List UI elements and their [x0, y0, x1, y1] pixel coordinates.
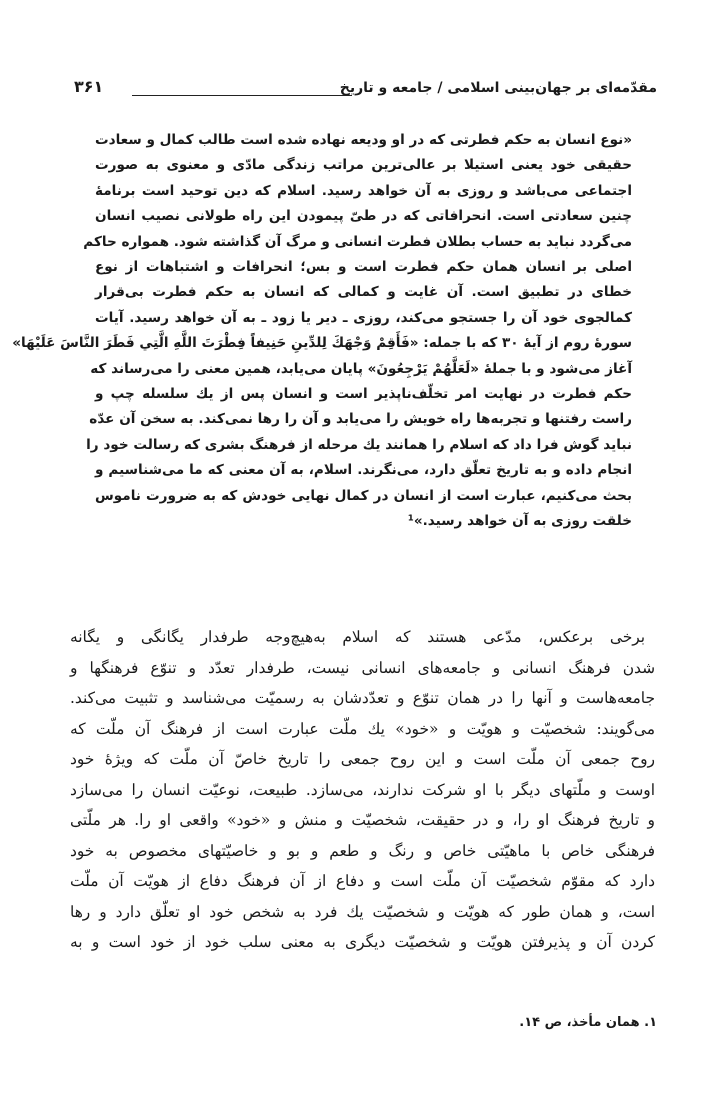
- running-head: مقدّمه‌ای بر جهان‌بینی اسلامی / جامعه و تاریخ: [339, 80, 657, 96]
- body-line: می‌گویند: شخصیّت و هویّت و «خود» یك ملّت عبارت است از فرهنگ آن ملّت که: [70, 719, 655, 738]
- body-line: روح جمعی آن ملّت است و این روح جمعی را تاریخ خاصّ آن ملّت که ویژهٔ خود: [70, 750, 655, 768]
- quote-line: بحث می‌کنیم، عبارت است از انسان در کمال نهایی خودش که به ضرورت ناموس: [95, 487, 632, 504]
- quote-line: سورهٔ روم از آیهٔ ۳۰ که با جمله: «فَأَقِمْ وَجْهَكَ لِلدِّينِ حَنِيفاً فِطْرَتَ اللَّهِ الَّتِي فَطَرَ النَّاسَ عَلَيْهَا»: [12, 335, 632, 352]
- quote-line: آغاز می‌شود و با جملهٔ «لَعَلَّهُمْ يَرْجِعُونَ» پایان می‌یابد، همین معنی را می‌رساند که: [90, 360, 632, 377]
- quote-line: اصلی بر انسان همان حکم فطرت است و بس؛ انحرافات و اشتباهات از نوع: [95, 259, 632, 276]
- quote-line: راست رفتنها و تجربه‌ها راه خویش را می‌یابد و آن را رها نمی‌کند. به سخن آن عدّه: [89, 411, 632, 428]
- page-number: ۳۶۱: [74, 77, 104, 96]
- body-line: کردن آن و پذیرفتن هویّت و شخصیّت دیگری به معنی سلب خود از خود است و به: [70, 933, 655, 951]
- body-line: فرهنگی خاص با ماهیّتی خاص و رنگ و طعم و بو و خاصیّتهای مخصوص به خود: [70, 841, 655, 860]
- body-line: دارد که مقوّم شخصیّت آن ملّت است و دفاع از آن فرهنگ دفاع از هویّت آن ملّت: [70, 872, 655, 890]
- quotation-block: [12, 128, 632, 535]
- body-line: شدن فرهنگ انسانی و جامعه‌های انسانی نیست، طرفدار تعدّد و تنوّع فرهنگها و: [70, 658, 655, 677]
- quote-line: خطای در تطبیق است. آن غایت و کمالی که انسان به حکم فطرت بی‌قرار: [95, 284, 632, 301]
- footnote: ۱. همان مأخذ، ص ۱۴.: [519, 1015, 657, 1030]
- quote-line: حکم فطرت در نهایت امر تخلّف‌ناپذیر است و انسان پس از یك سلسله چپ و: [95, 386, 632, 403]
- body-line: جامعه‌هاست و آنها را در همان تنوّع و تعدّدشان به رسمیّت می‌شناسد و تثبیت می‌کند.: [70, 689, 655, 707]
- quote-line: چنین سعادتی است. انحرافاتی که در طیّ پیمودن این راه طولانی نصیب انسان: [95, 208, 632, 225]
- body-line: برخی برعکس، مدّعی هستند که اسلام به‌هیچ‌وجه طرفدار یگانگی و یگانه: [70, 628, 645, 646]
- quote-line: نباید گوش فرا داد که اسلام را همانند یك مرحله از فرهنگ بشری که رسالت خود را: [86, 436, 632, 453]
- page-header: [70, 77, 657, 102]
- body-line: و تاریخ فرهنگ او را، و در حقیقت، شخصیّت و منش و «خود» واقعی او را. هر ملّتی: [70, 811, 655, 829]
- quote-line: خلقت روزی به آن خواهد رسید.»¹: [407, 513, 632, 530]
- quote-line: اجتماعی می‌باشد و روزی به آن خواهد رسید. اسلام که دین توحید است برنامهٔ: [95, 182, 632, 199]
- quote-line: می‌گردد نباید به حساب بطلان فطرت انسانی و مرگ آن گذاشته شود. همواره حاکم: [83, 233, 632, 250]
- body-line: است، و همان طور که هویّت و شخصیّت یك فرد به شخص خود او تعلّق دارد و رها: [70, 902, 655, 921]
- body-paragraph: [70, 622, 655, 958]
- quote-line: «نوع انسان به حکم فطرتی که در او ودیعه نهاده شده است طالب کمال و سعادت: [94, 132, 632, 148]
- quote-line: کمالجوی خود آن را جستجو می‌کند، روزی ـ دیر یا زود ـ به آن خواهد رسید. آیات: [95, 309, 632, 326]
- body-line: اوست و ملّتهای دیگر با او شرکت ندارند، می‌سازد. طبیعت، نوعیّت انسان را می‌سازد: [70, 780, 655, 799]
- quote-line: حقیقی خود یعنی استیلا بر عالی‌ترین مراتب زندگی مادّی و معنوی به صورت: [95, 157, 632, 174]
- header-rule: [132, 95, 352, 96]
- quote-line: انجام داده و به تاریخ تعلّق دارد، می‌نگرند. اسلام، به آن معنی که ما می‌شناسیم و: [95, 462, 632, 479]
